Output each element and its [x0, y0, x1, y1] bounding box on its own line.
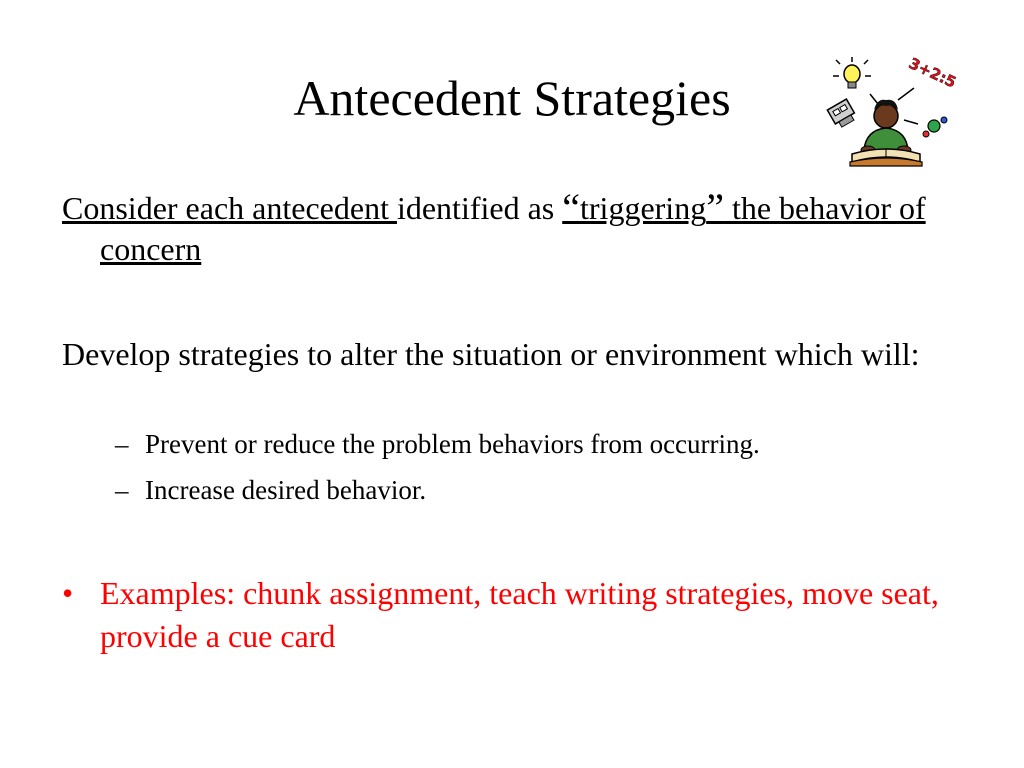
slide-title: Antecedent Strategies	[293, 70, 731, 126]
dash-bullet: –	[115, 475, 129, 505]
paragraph-consider-antecedent	[62, 185, 982, 270]
paragraph-develop-strategies: Develop strategies to alter the situation or environment which will:	[62, 336, 920, 372]
text-the-behavior-of-concern: the behavior of concern	[100, 190, 926, 267]
close-quote: ”	[706, 185, 724, 230]
sub-item-text: Prevent or reduce the problem behaviors from occurring.	[145, 429, 760, 459]
lightbulb-icon	[833, 57, 871, 88]
student-reading-ideas-icon	[822, 54, 962, 170]
sub-item-increase	[115, 474, 426, 506]
sub-item-text: Increase desired behavior.	[145, 475, 427, 505]
text-consider-each-antecedent: Consider each antecedent	[62, 190, 397, 226]
examples-bullet-item	[62, 572, 1002, 658]
text-identified-as: identified as	[396, 190, 563, 226]
open-quote: “	[562, 185, 580, 230]
equation-label: 3+2:5	[906, 54, 959, 92]
bullet-icon: •	[62, 575, 74, 611]
text-triggering: triggering	[580, 190, 707, 226]
dash-bullet: –	[115, 429, 129, 459]
examples-text: Examples: chunk assignment, teach writing strategies, move seat, provide a cue card	[100, 575, 939, 654]
sub-item-prevent	[115, 428, 760, 460]
